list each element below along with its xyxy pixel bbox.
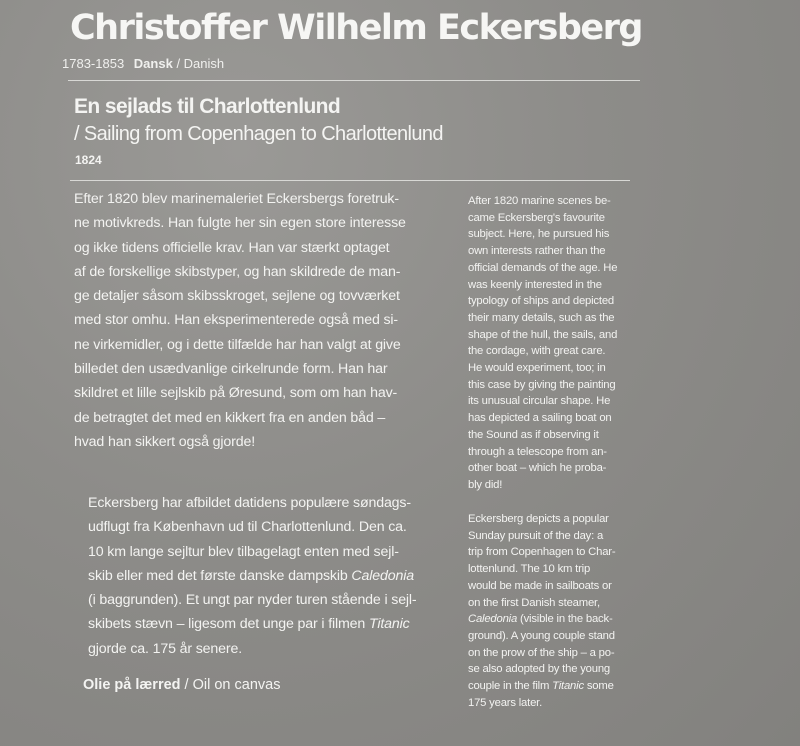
artist-name: Christoffer Wilhelm Eckersberg <box>70 8 642 48</box>
text-line: the cordage, with great care. <box>468 345 606 358</box>
text-line: skildret et lille sejlskib på Øresund, som om han hav- <box>74 385 398 402</box>
text-line: Eckersberg depicts a popular <box>468 513 609 525</box>
text-line: on the prow of the ship – a po- <box>468 646 615 659</box>
text-line: hvad han sikkert også gjorde! <box>74 433 255 450</box>
text-line: 10 km lange sejltur blev tilbagelagt enten med sejl- <box>88 543 399 560</box>
text-line: 175 years later. <box>468 696 543 709</box>
film-name-italic: Titanic <box>552 680 584 693</box>
medium-separator: / <box>180 677 193 693</box>
text-line: Sunday pursuit of the day: a <box>468 529 604 542</box>
medium-caption <box>83 677 280 693</box>
artwork-year: 1824 <box>75 153 102 167</box>
nationality-english: Danish <box>183 56 225 71</box>
nationality-separator: / <box>172 56 184 71</box>
text-line <box>468 678 634 695</box>
text-line: ge detaljer såsom skibsskroget, sejlene og tovværket <box>74 288 400 305</box>
text-segment: skibets stævn – ligesom det unge par i filmen <box>88 616 369 633</box>
ship-name-italic: Caledonia <box>468 613 518 626</box>
english-paragraph-1 <box>468 193 634 494</box>
text-line: this case by giving the painting <box>468 378 616 391</box>
text-line: its unusual circular shape. He <box>468 395 611 408</box>
medium-english: Oil on canvas <box>192 677 281 693</box>
text-segment: some <box>583 680 614 693</box>
text-line: came Eckersberg's favourite <box>468 211 605 224</box>
text-line: ground). A young couple stand <box>468 629 615 642</box>
text-line <box>88 612 444 636</box>
text-line: udflugt fra København ud til Charlottenlund. Den ca. <box>88 519 407 536</box>
text-line: was keenly interested in the <box>468 278 602 291</box>
text-line: on the first Danish steamer, <box>468 596 600 609</box>
text-line: own interests rather than the <box>468 245 606 258</box>
text-line: other boat – which he proba- <box>468 462 607 475</box>
nationality-danish: Dansk <box>133 56 173 71</box>
text-line: trip from Copenhagen to Char- <box>468 546 616 559</box>
text-line: gjorde ca. 175 år senere. <box>88 640 242 657</box>
text-line: lottenlund. The 10 km trip <box>468 563 591 576</box>
text-line: official demands of the age. He <box>468 261 618 274</box>
text-line: shape of the hull, the sails, and <box>468 328 618 341</box>
artist-years: 1783-1853 <box>62 56 125 71</box>
danish-paragraph-2 <box>88 491 444 661</box>
text-line: has depicted a sailing boat on <box>468 412 612 425</box>
film-name-italic: Titanic <box>368 616 410 633</box>
text-line: After 1820 marine scenes be- <box>468 195 611 207</box>
text-line: bly did! <box>468 478 503 491</box>
medium-danish: Olie på lærred <box>83 677 181 693</box>
text-line <box>468 611 634 628</box>
ship-name-italic: Caledonia <box>351 567 414 584</box>
text-line: He would experiment, too; in <box>468 362 606 375</box>
text-line: subject. Here, he pursued his <box>468 228 610 241</box>
text-line: se also adopted by the young <box>468 663 610 676</box>
divider-middle <box>70 180 630 181</box>
text-line: Eckersberg har afbildet datidens populære søndags- <box>88 495 411 511</box>
text-line: typology of ships and depicted <box>468 295 614 308</box>
text-line: ne motivkreds. Han fulgte her sin egen store interesse <box>74 215 406 232</box>
divider-top <box>68 80 640 81</box>
text-line: af de forskellige skibstyper, og han skildrede de man- <box>74 263 401 280</box>
text-segment: skib eller med det første danske dampskib <box>88 567 352 584</box>
artwork-title-english: / Sailing from Copenhagen to Charlottenlund <box>74 123 443 145</box>
text-line: med stor omhu. Han eksperimenterede også med si- <box>74 312 398 329</box>
text-line: Efter 1820 blev marinemaleriet Eckersbergs foretruk- <box>74 191 399 207</box>
text-segment: couple in the film <box>468 680 553 693</box>
text-line: og ikke tidens officielle krav. Han var stærkt optaget <box>74 239 390 256</box>
text-line: through a telescope from an- <box>468 445 607 458</box>
text-line: would be made in sailboats or <box>468 579 612 592</box>
text-line: their many details, such as the <box>468 311 615 324</box>
text-line: (i baggrunden). Et ungt par nyder turen stående i sejl- <box>88 592 417 609</box>
artist-meta <box>62 56 224 71</box>
artwork-title-danish: En sejlads til Charlottenlund <box>74 95 341 118</box>
text-line: billedet den usædvanlige cirkelrunde form. Han har <box>74 361 388 378</box>
english-paragraph-2 <box>468 511 634 711</box>
danish-paragraph-1 <box>74 187 446 454</box>
text-line: de betragtet det med en kikkert fra en anden båd – <box>74 409 386 426</box>
text-segment: (visible in the back- <box>517 613 613 626</box>
text-line: ne virkemidler, og i dette tilfælde har han valgt at give <box>74 336 401 353</box>
text-line: the Sound as if observing it <box>468 428 599 441</box>
text-line <box>88 564 444 588</box>
